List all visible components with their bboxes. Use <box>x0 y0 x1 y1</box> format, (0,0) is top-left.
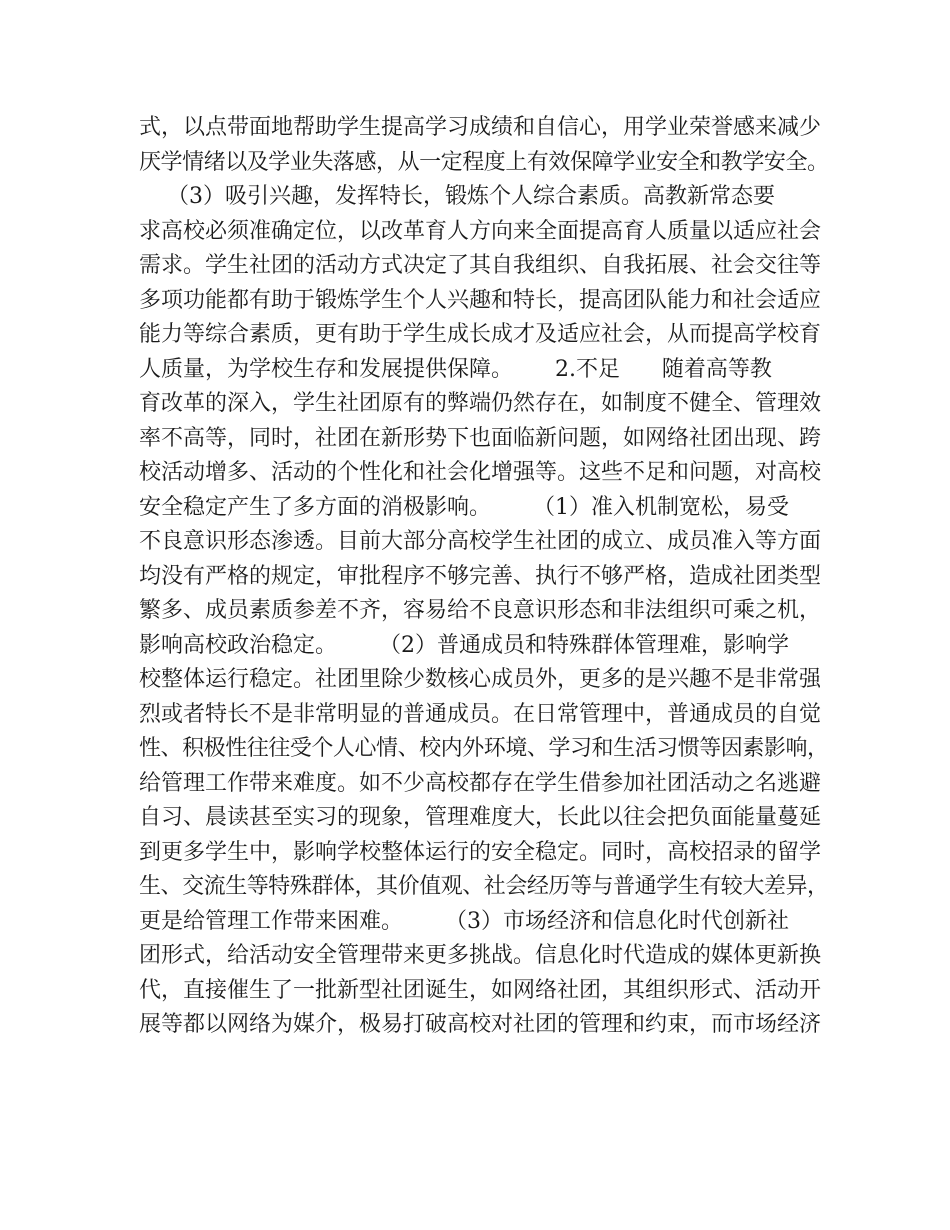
text-line: 团形式，给活动安全管理带来更多挑战。信息化时代造成的媒体更新换 <box>139 943 822 968</box>
text-line: 不良意识形态渗透。目前大部分高校学生社团的成立、成员准入等方面 <box>139 529 822 554</box>
text-line: （3）吸引兴趣，发挥特长，锻炼个人综合素质。高教新常态要 <box>139 184 775 209</box>
text-line: 能力等综合素质，更有助于学生成长成才及适应社会，从而提高学校育 <box>139 322 822 347</box>
text-line: 繁多、成员素质参差不齐，容易给不良意识形态和非法组织可乘之机， <box>139 598 822 623</box>
text-line: 率不高等，同时，社团在新形势下也面临新问题，如网络社团出现、跨 <box>139 425 822 451</box>
body-text <box>139 111 829 1043</box>
text-line: 生、交流生等特殊群体，其价值观、社会经历等与普通学生有较大差异， <box>139 874 829 899</box>
text-line: 烈或者特长不是非常明显的普通成员。在日常管理中，普通成员的自觉 <box>139 701 822 727</box>
text-line: 自习、晨读甚至实习的现象，管理难度大，长此以往会把负面能量蔓延 <box>139 805 822 830</box>
text-line: 校活动增多、活动的个性化和社会化增强等。这些不足和问题，对高校 <box>139 460 822 485</box>
text-line: 育改革的深入，学生社团原有的弊端仍然存在，如制度不健全、管理效 <box>139 391 822 416</box>
text-line: 更是给管理工作带来困难。 （3）市场经济和信息化时代创新社 <box>139 908 789 934</box>
text-line: 到更多学生中，影响学校整体运行的安全稳定。同时，高校招录的留学 <box>139 839 822 865</box>
text-line: 式，以点带面地帮助学生提高学习成绩和自信心，用学业荣誉感来减少 <box>139 115 822 140</box>
text-line: 人质量，为学校生存和发展提供保障。 2.不足 随着高等教 <box>139 356 772 382</box>
text-line: 代，直接催生了一批新型社团诞生，如网络社团，其组织形式、活动开 <box>139 977 822 1003</box>
text-line: 需求。学生社团的活动方式决定了其自我组织、自我拓展、社会交往等 <box>139 253 822 278</box>
text-line: 多项功能都有助于锻炼学生个人兴趣和特长，提高团队能力和社会适应 <box>139 287 822 313</box>
text-line: 给管理工作带来难度。如不少高校都存在学生借参加社团活动之名逃避 <box>139 770 822 796</box>
text-line: 性、积极性往往受个人心情、校内外环境、学习和生活习惯等因素影响， <box>139 736 829 761</box>
text-line: 厌学情绪以及学业失落感，从一定程度上有效保障学业安全和教学安全。 <box>139 149 829 175</box>
text-line: 求高校必须准确定位，以改革育人方向来全面提高育人质量以适应社会 <box>139 218 822 244</box>
text-line: 均没有严格的规定，审批程序不够完善、执行不够严格，造成社团类型 <box>139 563 822 589</box>
text-line: 校整体运行稳定。社团里除少数核心成员外，更多的是兴趣不是非常强 <box>139 667 822 692</box>
text-line: 展等都以网络为媒介，极易打破高校对社团的管理和约束，而市场经济 <box>139 1012 822 1037</box>
text-line: 影响高校政治稳定。 （2）普通成员和特殊群体管理难，影响学 <box>139 632 789 658</box>
text-line: 安全稳定产生了多方面的消极影响。 （1）准入机制宽松，易受 <box>139 494 789 520</box>
